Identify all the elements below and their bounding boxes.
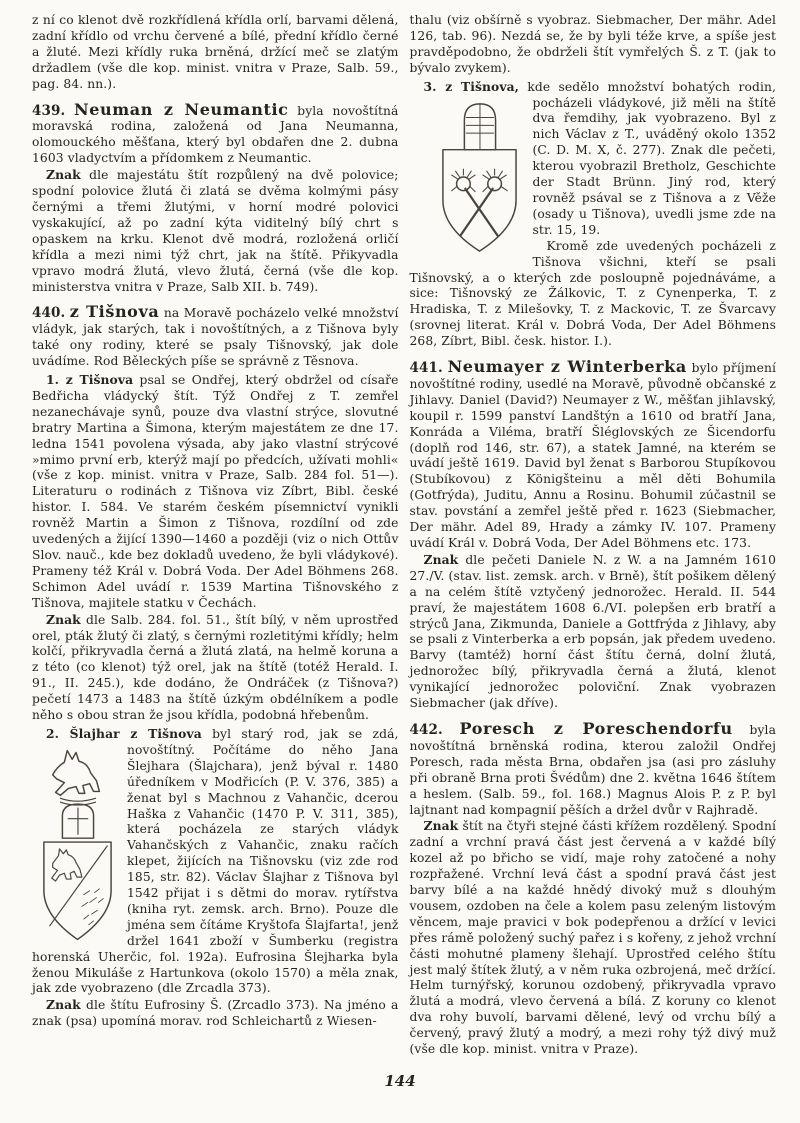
family-1-text: psal se Ondřej, který obdržel od císaře Bedřicha vládycký štít. Týž Ondřej z T. zemřel nezanechávaje synů, pouze dva vlastní strýce, slovutné bratry Martina a Šimona, kterým majestátem ze dne 17. ledna 1541 povolena výsada, aby jako vlastní strýcové »mimo první erb, kterýž mají po předcích, užívati mohli« (vše z kop. minist. vnitra v Praze, Salb. 284 fol. 51—). Literaturu o rodinách z Tišnova viz Zíbrt, Bibl. české histor. I. 584. Ve starém českém písemnictví vynikli rovněž Martin a Šimon z Tišnova, rozdílní od zde uvedených a žijící 1390—1460 a později (viz o nich Ottův Slov. nauč., kde bez dokladů uvedeno, že byli vládykové). Prameny též Král v. Dobrá Voda. Der Adel Böhmens 268. Schimon Adel uvádí r. 1539 Martina Tišnovského z Tišnova, majitele statku v Čechách. xyxy=(32,373,399,610)
family-3-paragraph xyxy=(410,79,777,239)
znak-text: dle štítu Eufrosiny Š. (Zrcadlo 373). Na jméno a znak (psa) upomíná morav. rod Schleichartů z Wiesen- xyxy=(32,998,399,1029)
section-442-znak-paragraph xyxy=(410,818,777,1058)
krome-paragraph: Kromě zde uvedených pocházeli z Tišnova všichni, kteří se psali Tišnovský, a o kterých zde posloupně pojednáváme, a sice: Tišnovský ze Žálkovic, T. z Cynenperka, T. z Hradiska, T. z Milešovky, T. z Mackovic, T. ze Švarcavy (srovnej literat. Král v. Dobrá Voda, Der Adel Böhmens 268, Zíbrt, Bibl. česk. histor. I.). xyxy=(409,238,776,349)
family-2-znak-paragraph xyxy=(32,997,399,1030)
family-1-label: 1. z Tišnova xyxy=(46,372,134,388)
family-3-text-rest: rodin, pocházeli vládykové, již měli na štítě dva řemdihy, jak vyobrazeno. Byl z nich Václav z T., uváděný okolo 1352 (C. D. M. X, č. 277). Znak dle pečeti, kterou vyobrazil Bretholz, Geschichte der Stadt Brünn. Jiný rod, který rovněž psával se z Tišnova a z Věže (osady u Tišnova), uvedli jsme zde na str. 15, 19. xyxy=(532,79,776,237)
family-2-text-rest: novoštítný. Počítáme do něho Jana Šlejhara (Šlajchara), jenž býval r. 1480 úředníkem v Modřicích (P. V. 376, 385) a ženat byl s Machnou z Vahančic, dcerou Haška z Vahančic (1470 P. V. 311, 385), která pocházela ze starých vládyk Vahančských z Vahančic, znaku račích klepet, žijících na Tišnovsku (viz zde rod 185, str. 82). Václav Šlajhar z Tišnova byl 1542 přijat i s dětmi do morav. rytířstva (kniha ryt. zemsk. arch. Brno). Pouze dle jména sem čítáme Kryštofa Šlajfarta!, jenž držel 1641 zboží v Šumberku (registra horenská Uherčic, fol. 192a). Eufrosina Šlejharka byla ženou Mikuláše z Hartunkova (okolo 1570) a měla znak, jak zde vyobrazeno (dle Zrcadla 373). xyxy=(32,742,399,996)
family-1-znak-paragraph xyxy=(32,612,399,724)
znak-label: Znak xyxy=(46,997,81,1013)
section-439-number: 439. xyxy=(32,102,66,119)
hound-coat-of-arms-figure xyxy=(40,746,114,944)
section-441-heading xyxy=(410,359,777,552)
family-2-text-first-line: byl starý rod, jak se zdá, xyxy=(212,726,399,741)
family-2-label: 2. Šlajhar z Tišnova xyxy=(46,725,202,741)
section-439-heading xyxy=(32,99,399,168)
section-440-family-name: z Tišnova xyxy=(69,302,160,322)
znak-label: Znak xyxy=(46,611,81,627)
znak-label: Znak xyxy=(423,818,459,834)
znak-label: Znak xyxy=(46,167,81,183)
crossed-maces-coat-of-arms-icon xyxy=(438,99,520,255)
section-439-lead-text: byla novoštítná moravská rodina, založená od Jana Neumanna, olomouckého měšťana, který byl obdařen dne 2. dubna 1603 vladyctvím a přídomkem z Neumantic. xyxy=(32,103,399,166)
section-442-family-name: Poresch z Poreschendorfu xyxy=(459,718,733,738)
family-3-label: 3. z Tišnova, xyxy=(423,78,520,94)
hound-coat-of-arms-icon xyxy=(40,746,114,944)
znak-text: dle Salb. 284. fol. 51., štít bílý, v něm uprostřed orel, pták žlutý či zlatý, s černými rozletitými křídly; helm kolčí, přikryvadla černá a žlutá zlatá, na helmě koruna a z této (co klenot) týž orel, jak na štítě (totéž Herald. I. 91., II. 245.), kde dodáno, že Ondráček (z Tišnova?) pečetí 1473 a 1483 na štítě úzkým obdélníkem a podle něho s obou stran že jsou křídla, podobná hřebenům. xyxy=(32,612,399,723)
znak-label: Znak xyxy=(423,551,459,567)
section-442-lead-text: byla novoštítná brněnská rodina, kterou založil Ondřej Poresch, rada města Brna, obdařen jsa (asi pro zásluhy při obraně Brna proti Švédům) dne 2. května 1646 štítem a heslem. (Salb. 59., fol. 168.) Magnus Alois P. z P. byl lajtnant nad kompagnií pěších a držel dvůr v Rajhradě. xyxy=(409,722,777,817)
family-1-paragraph xyxy=(32,372,399,612)
two-column-layout xyxy=(32,13,776,1058)
left-column xyxy=(32,13,399,1058)
section-442-number: 442. xyxy=(409,721,443,738)
section-439-family-name: Neuman z Neumantic xyxy=(74,99,289,119)
crossed-maces-coat-of-arms-figure xyxy=(438,99,520,255)
section-440-lead-text: na Moravě pocházelo velké množství vládyk, jak starých, tak i novoštítných, a z Tišnova byly také ony rodiny, které se psaly Tišnovský, jak dole uvádíme. Rod Běleckých píše se správně z Těsnova. xyxy=(32,306,399,369)
continued-paragraph: z ní co klenot dvě rozkřídlená křídla orlí, barvami dělená, zadní křídlo od vrchu červené a bílé, přední křídlo černé a žluté. Mezi křídly ruka brněná, držící meč se zlatým držadlem (vše dle kop. minist. vnitra v Praze, Salb. 59., pag. 84. nn.). xyxy=(32,13,399,91)
section-440-number: 440. xyxy=(32,305,66,322)
family-3-text-first-line: kde sedělo množství bohatých xyxy=(527,79,731,94)
section-441-number: 441. xyxy=(409,360,443,377)
right-column xyxy=(410,13,777,1058)
znak-text: dle majestátu štít rozpůlený na dvě polovice; spodní polovice žlutá či zlatá se dvěma kolmými pásy černými a třemi žlutými, v horní modré polovici vyskakující, až po zadní kýta viditelný bílý chrt s opaskem na krku. Klenot dvě modrá, rozložená orličí křídla a mezi nimi týž chrt, jak na štítě. Přikyvadla vpravo modrá žlutá, vlevo žlutá, černá (vše dle kop. ministerstva vnitra v Praze, Salb XII. b. 749). xyxy=(32,168,399,294)
page-number: 144 xyxy=(384,1072,416,1090)
section-441-family-name: Neumayer z Winterberka xyxy=(447,357,687,377)
section-441-lead-text: bylo příjmení novoštítné rodiny, usedlé na Moravě, původně občanské z Jihlavy. Daniel (David?) Neumayer z W., měšťan jihlavský, koupil r. 1599 panství Landštýn a 1610 od bratří Jana, Konráda a Viléma, bratří Šléglovských ze Šicendorfu (doplň rod 146, str. 67), a statek Jamné, na kterém se uvádí ještě 1619. David byl ženat s Barborou Stupíkovou (Stubíkovou) z Königšteinu a měl děti Bohumila (Gotfrýda), Juditu, Annu a Rosinu. Bohumil zúčastnil se stav. povstání a zemřel ještě před r. 1623 (Siebmacher, Der mähr. Adel 89, Hrady a zámky IV. 107. Prameny uvádí Král v. Dobrá Voda, Der Adel Böhmens etc. 173. xyxy=(409,361,777,550)
continued-paragraph: thalu (viz obšírně s vyobraz. Siebmacher, Der mähr. Adel 126, tab. 96). Nezdá se, že by byli téže krve, a spíše jest pravděpodobno, že obdrželi štít vymřelých Š. z T. (jak to bývalo zvykem). xyxy=(409,13,776,75)
family-2-paragraph xyxy=(32,726,399,997)
section-442-heading xyxy=(409,718,777,818)
znak-text: dle pečeti Daniele N. z W. a na Jamném 1610 27./V. (stav. list. zemsk. arch. v Brně), štít pošikem dělený a na celém štítě vztyčený jednorožec. Herald. II. 544 praví, že majestátem 1608 6./VI. polepšen erb bratří a strýců Jana, Zikmunda, Daniele a Gottfrýda z Jihlavy, aby se psali z Vinterberka a erb popsán, jak předem uvedeno. Barvy (tamtéž) horní část štítu černá, dolní žlutá, jednorožec bílý, přikryvadla černá a žlutá, klenot vynikající jednorožec poloviční. Znak vyobrazen Siebmacher (jak dříve). xyxy=(409,552,776,711)
section-439-znak-paragraph xyxy=(32,167,399,295)
section-441-znak-paragraph xyxy=(410,552,777,712)
znak-text: štít na čtyři stejné části křížem rozdělený. Spodní zadní a vrchní pravá část jest červená a v každé bílý kozel až po břicho se vidí, maje rohy zatočené a nohy rozpřažené. Vrchní levá část a spodní pravá část jest barvy bílé a na každé hnědý divoký muž s dlouhým vousem, ozdoben na čele a kolem pasu zeleným listovým věncem, maje pravici v bok podepřenou a držící v levici přes rámě položený suchý pařez i s kořeny, z jehož vrchní části mohutné plameny šlehají. Uprostřed celého štítu jest malý štítek žlutý, a v něm ruka ozbrojená, meč držící. Helm turnýřský, korunou ozdobený, přikryvadla vpravo žlutá a modrá, vlevo červená a bílá. Z koruny co klenot dva rohy buvolí, barvami dělené, levý od vrchu bílý a červený, pravý žlutý a modrý, a mezi rohy týž divý muž (vše dle kop. minist. vnitra v Praze). xyxy=(409,819,777,1057)
section-440-heading xyxy=(32,304,399,370)
